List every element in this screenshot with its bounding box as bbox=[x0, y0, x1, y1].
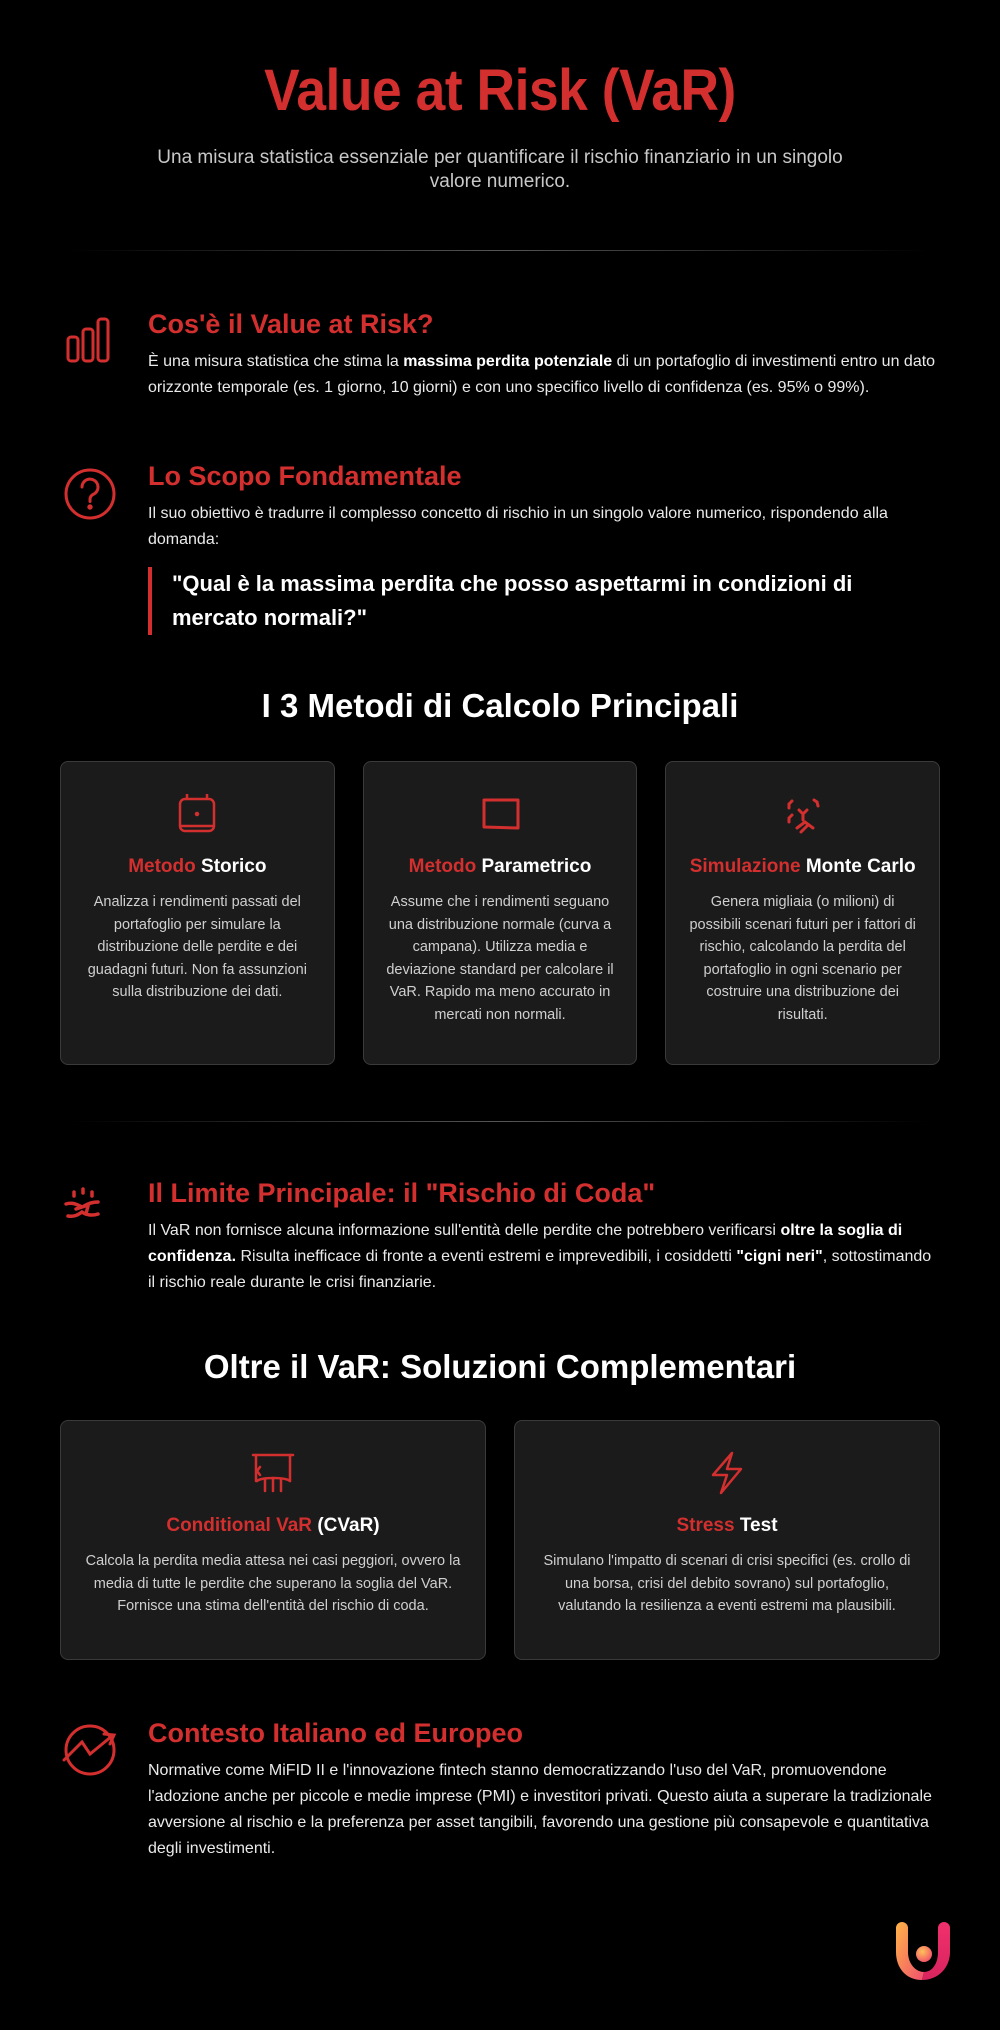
trend-circle-icon bbox=[60, 1716, 148, 1862]
brand-logo-icon bbox=[888, 1918, 956, 1986]
card-title: Stress Test bbox=[676, 1515, 778, 1536]
section-limit bbox=[60, 1176, 940, 1296]
methods-cards bbox=[60, 761, 940, 1065]
card-title: Metodo Parametrico bbox=[408, 856, 592, 877]
card-title: Conditional VaR (CVaR) bbox=[166, 1515, 380, 1536]
calendar-icon bbox=[83, 792, 312, 841]
cvar-icon bbox=[83, 1451, 463, 1500]
divider bbox=[70, 1121, 930, 1122]
method-card-monte-carlo bbox=[665, 761, 940, 1065]
card-title: Metodo Storico bbox=[128, 856, 267, 877]
section-text: È una misura statistica che stima la massima perdita potenziale di un portafoglio di investimenti entro un dato orizzonte temporale (es. 1 giorno, 10 giorni) e con uno specifico livello di confidenza (es. 95% o 99%). bbox=[148, 353, 936, 396]
page-title: Value at Risk (VaR) bbox=[264, 58, 736, 123]
lightning-icon bbox=[537, 1451, 917, 1500]
solution-card-cvar bbox=[60, 1420, 486, 1660]
section-title: Cos'è il Value at Risk? bbox=[148, 309, 434, 339]
tail-risk-icon bbox=[60, 1176, 148, 1296]
beyond-title: Oltre il VaR: Soluzioni Complementari bbox=[203, 1348, 797, 1385]
section-text: Normative come MiFID II e l'innovazione fintech stanno democratizzando l'uso del VaR, promuovendone l'adozione anche per piccole e medie imprese (PMI) e investitori privati. Questo aiuta a superare la tradizionale avversione al rischio e la preferenza per asset tangibili, favorendo una gestione più consapevole e quantitativa degli investimenti. bbox=[148, 1762, 932, 1857]
beyond-cards bbox=[60, 1420, 940, 1660]
section-title: Il Limite Principale: il "Rischio di Coda" bbox=[148, 1178, 656, 1208]
method-card-parametric bbox=[363, 761, 638, 1065]
section-text: Il VaR non fornisce alcuna informazione sull'entità delle perdite che potrebbero verificarsi oltre la soglia di confidenza. Risulta inefficace di fronte a eventi estremi e imprevedibili, i cosiddetti "cigni neri", sottostimando il rischio reale durante le crisi finanziarie. bbox=[148, 1222, 932, 1291]
key-question-quote: "Qual è la massima perdita che posso aspettarmi in condizioni di mercato normali?" bbox=[148, 567, 940, 635]
question-circle-icon bbox=[60, 459, 148, 635]
card-title: Simulazione Monte Carlo bbox=[689, 856, 916, 877]
card-text: Assume che i rendimenti seguano una distribuzione normale (curva a campana). Utilizza media e deviazione standard per calcolare il VaR. Rapido ma meno accurato in mercati non normali. bbox=[386, 894, 614, 1023]
method-card-historical bbox=[60, 761, 335, 1065]
hero bbox=[0, 0, 1000, 194]
divider bbox=[70, 250, 930, 251]
section-context bbox=[60, 1716, 940, 1862]
page-subtitle: Una misura statistica essenziale per quantificare il rischio finanziario in un singolo valore numerico. bbox=[157, 147, 843, 192]
section-title: Lo Scopo Fondamentale bbox=[148, 461, 462, 491]
card-text: Simulano l'impatto di scenari di crisi specifici (es. crollo di una borsa, crisi del debito sovrano) sul portafoglio, valutando la resilienza a eventi estremi ma plausibili. bbox=[543, 1553, 911, 1614]
solution-card-stress-test bbox=[514, 1420, 940, 1660]
section-what-is bbox=[60, 307, 940, 401]
card-text: Genera migliaia (o milioni) di possibili scenari futuri per i fattori di rischio, calcolando la perdita del portafoglio in ogni scenario per costruire una distribuzione dei risultati. bbox=[689, 894, 916, 1023]
section-text: Il suo obiettivo è tradurre il complesso concetto di rischio in un singolo valore numerico, rispondendo alla domanda: bbox=[148, 505, 888, 548]
card-text: Analizza i rendimenti passati del portafoglio per simulare la distribuzione delle perdite e dei guadagni futuri. Non fa assunzioni sulla distribuzione dei dati. bbox=[87, 894, 307, 1000]
frame-icon bbox=[386, 792, 615, 841]
card-text: Calcola la perdita media attesa nei casi peggiori, ovvero la media di tutte le perdite che superano la soglia del VaR. Fornisce una stima dell'entità del rischio di coda. bbox=[85, 1553, 461, 1614]
section-purpose bbox=[60, 459, 940, 635]
methods-title: I 3 Metodi di Calcolo Principali bbox=[261, 687, 739, 724]
bar-chart-icon bbox=[60, 307, 148, 401]
section-title: Contesto Italiano ed Europeo bbox=[148, 1718, 524, 1748]
scatter-arrows-icon bbox=[688, 792, 917, 841]
